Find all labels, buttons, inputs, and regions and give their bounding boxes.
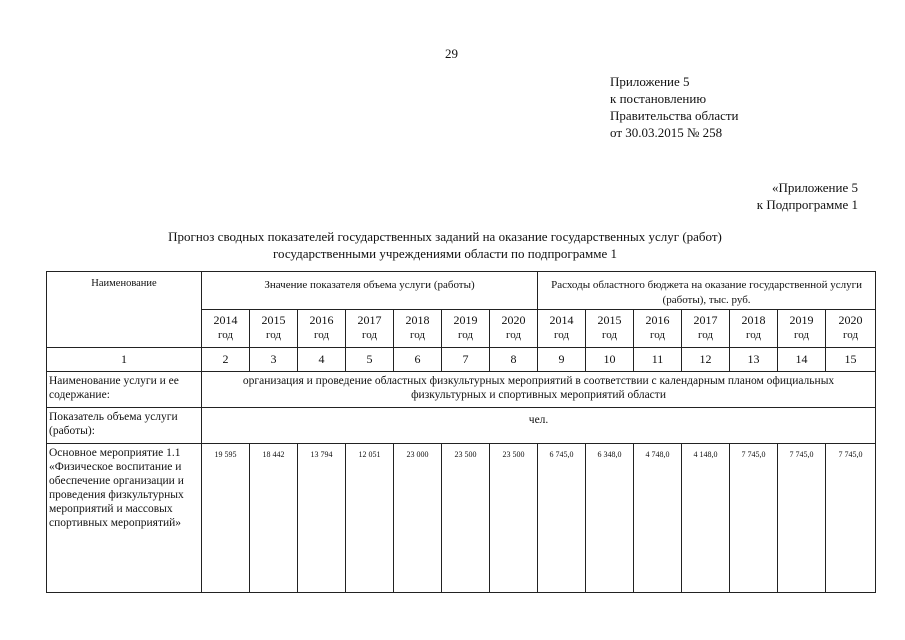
year-word: год <box>794 329 810 341</box>
numbering-row <box>47 348 876 372</box>
budget-value: 6 348,0 <box>586 444 634 593</box>
year-number: 2014 <box>549 313 574 327</box>
volume-year-header <box>202 310 250 348</box>
indicator-row <box>47 408 876 444</box>
year-word: год <box>313 329 330 341</box>
sub-appendix-line: к Подпрограмме 1 <box>756 197 858 212</box>
forecast-table <box>46 271 876 593</box>
year-number: 2018 <box>741 313 766 327</box>
sub-appendix-line: «Приложение 5 <box>771 180 858 195</box>
year-number: 2019 <box>789 313 814 327</box>
volume-value: 13 794 <box>298 444 346 593</box>
volume-value: 23 500 <box>490 444 538 593</box>
indicator-unit: чел. <box>202 408 876 444</box>
budget-year-header <box>634 310 682 348</box>
year-number: 2017 <box>693 313 718 327</box>
appendix-line: Приложение 5 <box>610 74 690 89</box>
column-number: 11 <box>634 348 682 372</box>
column-number: 4 <box>298 348 346 372</box>
column-number: 3 <box>250 348 298 372</box>
volume-year-header <box>250 310 298 348</box>
year-number: 2015 <box>261 313 286 327</box>
year-word: год <box>602 329 618 341</box>
appendix-line: к постановлению <box>610 91 707 106</box>
budget-year-header <box>730 310 778 348</box>
volume-value: 12 051 <box>346 444 394 593</box>
column-number: 5 <box>346 348 394 372</box>
volume-value: 19 595 <box>202 444 250 593</box>
title-line-2: государственными учреждениями области по подпрограмме 1 <box>272 246 617 261</box>
column-number: 9 <box>538 348 586 372</box>
service-row <box>47 372 876 408</box>
header-name: Наименование <box>47 272 202 348</box>
column-number: 6 <box>394 348 442 372</box>
budget-year-header <box>826 310 876 348</box>
header-budget-group: Расходы областного бюджета на оказание государственной услуги (работы), тыс. руб. <box>538 272 876 310</box>
budget-value: 7 745,0 <box>778 444 826 593</box>
year-word: год <box>650 329 666 341</box>
year-word: год <box>457 329 474 341</box>
budget-year-header <box>682 310 730 348</box>
year-word: год <box>506 329 522 341</box>
year-number: 2020 <box>838 313 863 327</box>
appendix-line: от 30.03.2015 № 258 <box>610 125 723 140</box>
column-number: 14 <box>778 348 826 372</box>
column-number: 10 <box>586 348 634 372</box>
sub-appendix-block <box>757 179 858 213</box>
volume-year-header <box>346 310 394 348</box>
appendix-block <box>610 73 739 141</box>
activity-label: Основное мероприятие 1.1 «Физическое воспитание и обеспечение организации и проведения физкультурных мероприятий и массовых спортивных мероприятий» <box>47 444 202 593</box>
year-number: 2018 <box>405 313 430 327</box>
budget-value: 7 745,0 <box>826 444 876 593</box>
volume-year-header <box>442 310 490 348</box>
volume-value: 23 500 <box>442 444 490 593</box>
service-label: Наименование услуги и ее содержание: <box>47 372 202 408</box>
year-number: 2015 <box>597 313 622 327</box>
year-word: год <box>746 329 762 341</box>
year-number: 2016 <box>309 313 334 327</box>
appendix-line: Правительства области <box>610 108 739 123</box>
page-number: 29 <box>445 46 458 61</box>
column-number: 12 <box>682 348 730 372</box>
header-volume-group: Значение показателя объема услуги (работы) <box>202 272 538 310</box>
year-word: год <box>265 329 282 341</box>
volume-value: 18 442 <box>250 444 298 593</box>
column-number: 2 <box>202 348 250 372</box>
column-number: 1 <box>47 348 202 372</box>
column-number: 15 <box>826 348 876 372</box>
year-number: 2019 <box>453 313 478 327</box>
budget-value: 4 748,0 <box>634 444 682 593</box>
year-word: год <box>217 329 234 341</box>
budget-value: 6 745,0 <box>538 444 586 593</box>
year-number: 2014 <box>213 313 238 327</box>
year-word: год <box>554 329 570 341</box>
volume-year-header <box>394 310 442 348</box>
document-title <box>110 228 780 262</box>
volume-year-header <box>298 310 346 348</box>
column-number: 8 <box>490 348 538 372</box>
year-word: год <box>361 329 378 341</box>
volume-year-header <box>490 310 538 348</box>
year-word: год <box>409 329 426 341</box>
budget-value: 7 745,0 <box>730 444 778 593</box>
budget-year-header <box>586 310 634 348</box>
budget-year-header <box>538 310 586 348</box>
year-number: 2020 <box>501 313 526 327</box>
budget-year-header <box>778 310 826 348</box>
service-text: организация и проведение областных физкультурных мероприятий в соответствии с календарным планом официальных физкультурных и спортивных мероприятий области <box>202 372 876 408</box>
budget-value: 4 148,0 <box>682 444 730 593</box>
indicator-label: Показатель объема услуги (работы): <box>47 408 202 444</box>
column-number: 13 <box>730 348 778 372</box>
year-number: 2016 <box>645 313 670 327</box>
year-number: 2017 <box>357 313 382 327</box>
column-number: 7 <box>442 348 490 372</box>
volume-value: 23 000 <box>394 444 442 593</box>
year-word: год <box>843 329 859 341</box>
activity-row <box>47 444 876 593</box>
title-line-1: Прогноз сводных показателей государственных заданий на оказание государственных услуг (работ) <box>168 229 722 244</box>
year-word: год <box>698 329 714 341</box>
